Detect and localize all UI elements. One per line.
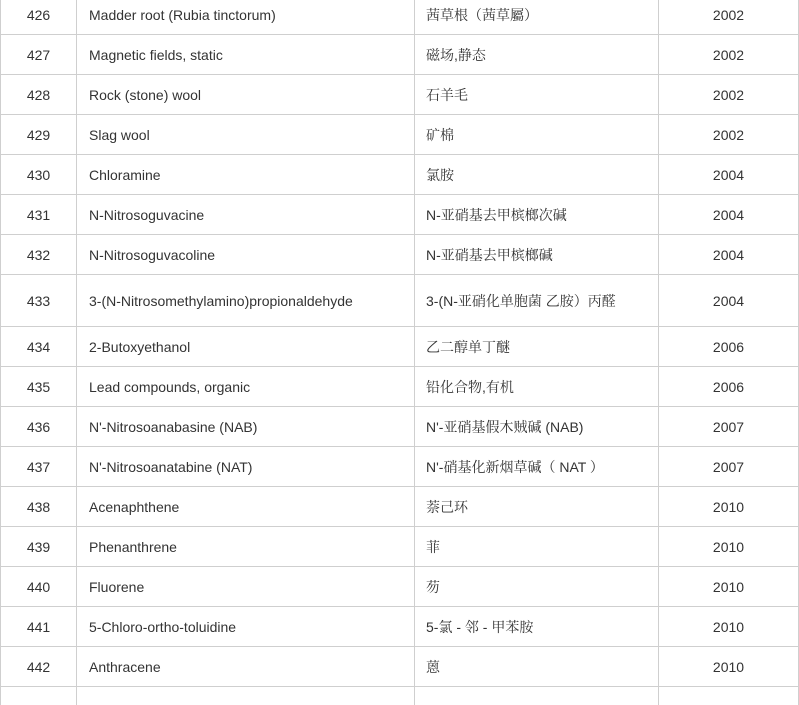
- table-row: [1, 275, 799, 327]
- row-number-cell: 435: [1, 367, 77, 407]
- row-number-cell: 442: [1, 647, 77, 687]
- english-name-cell: [77, 687, 415, 705]
- row-number-cell: 434: [1, 327, 77, 367]
- table-row: [1, 527, 799, 567]
- row-number-cell: 427: [1, 35, 77, 75]
- english-name-cell: Madder root (Rubia tinctorum): [77, 0, 415, 35]
- table-row: [1, 195, 799, 235]
- english-name-cell: Slag wool: [77, 115, 415, 155]
- english-name-cell: Chloramine: [77, 155, 415, 195]
- table-row: [1, 35, 799, 75]
- year-cell: 2010: [659, 647, 799, 687]
- table-row: [1, 367, 799, 407]
- chinese-name-cell: 矿棉: [415, 115, 659, 155]
- row-number-cell: 428: [1, 75, 77, 115]
- english-name-cell: 5-Chloro-ortho-toluidine: [77, 607, 415, 647]
- row-number-cell: 430: [1, 155, 77, 195]
- row-number-cell: 432: [1, 235, 77, 275]
- chinese-name-cell: N'-硝基化新烟草碱（ NAT ）: [415, 447, 659, 487]
- english-name-cell: N'-Nitrosoanatabine (NAT): [77, 447, 415, 487]
- english-name-cell: Acenaphthene: [77, 487, 415, 527]
- table-row: [1, 687, 799, 705]
- year-cell: 2007: [659, 407, 799, 447]
- chinese-name-cell: 芴: [415, 567, 659, 607]
- chinese-name-cell: 萘己环: [415, 487, 659, 527]
- chinese-name-cell: 蒽: [415, 647, 659, 687]
- english-name-cell: Lead compounds, organic: [77, 367, 415, 407]
- chinese-name-cell: N-亚硝基去甲槟榔碱: [415, 235, 659, 275]
- year-cell: 2006: [659, 367, 799, 407]
- chinese-name-cell: 5-氯 - 邻 - 甲苯胺: [415, 607, 659, 647]
- chinese-name-cell: 石羊毛: [415, 75, 659, 115]
- chinese-name-cell: 磁场,静态: [415, 35, 659, 75]
- row-number-cell: 433: [1, 275, 77, 327]
- chinese-name-cell: 茜草根（茜草屬）: [415, 0, 659, 35]
- row-number-cell: 441: [1, 607, 77, 647]
- year-cell: 2002: [659, 35, 799, 75]
- chinese-name-cell: 氯胺: [415, 155, 659, 195]
- english-name-cell: 2-Butoxyethanol: [77, 327, 415, 367]
- year-cell: 2007: [659, 447, 799, 487]
- table-row: [1, 447, 799, 487]
- table-row: [1, 235, 799, 275]
- english-name-cell: Phenanthrene: [77, 527, 415, 567]
- chinese-name-cell: [415, 687, 659, 705]
- table-row: [1, 75, 799, 115]
- row-number-cell: 439: [1, 527, 77, 567]
- row-number-cell: 431: [1, 195, 77, 235]
- row-number-cell: 429: [1, 115, 77, 155]
- table-body: [1, 0, 799, 705]
- chinese-name-cell: N'-亚硝基假木贼碱 (NAB): [415, 407, 659, 447]
- year-cell: 2002: [659, 115, 799, 155]
- year-cell: 2004: [659, 155, 799, 195]
- table-row: [1, 327, 799, 367]
- english-name-cell: Anthracene: [77, 647, 415, 687]
- year-cell: 2004: [659, 195, 799, 235]
- year-cell: 2002: [659, 0, 799, 35]
- english-name-cell: Magnetic fields, static: [77, 35, 415, 75]
- row-number-cell: 437: [1, 447, 77, 487]
- row-number-cell: 440: [1, 567, 77, 607]
- chinese-name-cell: 铅化合物,有机: [415, 367, 659, 407]
- row-number-cell: 426: [1, 0, 77, 35]
- english-name-cell: N-Nitrosoguvacoline: [77, 235, 415, 275]
- year-cell: [659, 687, 799, 705]
- chinese-name-cell: 乙二醇单丁醚: [415, 327, 659, 367]
- table-row: [1, 155, 799, 195]
- english-name-cell: N-Nitrosoguvacine: [77, 195, 415, 235]
- table-row: [1, 0, 799, 35]
- year-cell: 2010: [659, 567, 799, 607]
- year-cell: 2004: [659, 235, 799, 275]
- table-row: [1, 407, 799, 447]
- table-row: [1, 487, 799, 527]
- english-name-cell: 3-(N-Nitrosomethylamino)propionaldehyde: [77, 275, 415, 327]
- chinese-name-cell: 3-(N-亚硝化单胞菌 乙胺）丙醛: [415, 275, 659, 327]
- english-name-cell: Rock (stone) wool: [77, 75, 415, 115]
- row-number-cell: 436: [1, 407, 77, 447]
- table-row: [1, 115, 799, 155]
- table-row: [1, 647, 799, 687]
- year-cell: 2010: [659, 487, 799, 527]
- chinese-name-cell: N-亚硝基去甲槟榔次碱: [415, 195, 659, 235]
- year-cell: 2010: [659, 527, 799, 567]
- year-cell: 2002: [659, 75, 799, 115]
- year-cell: 2010: [659, 607, 799, 647]
- table-row: [1, 607, 799, 647]
- table-row: [1, 567, 799, 607]
- year-cell: 2006: [659, 327, 799, 367]
- row-number-cell: [1, 687, 77, 705]
- year-cell: 2004: [659, 275, 799, 327]
- row-number-cell: 438: [1, 487, 77, 527]
- english-name-cell: Fluorene: [77, 567, 415, 607]
- chinese-name-cell: 菲: [415, 527, 659, 567]
- english-name-cell: N'-Nitrosoanabasine (NAB): [77, 407, 415, 447]
